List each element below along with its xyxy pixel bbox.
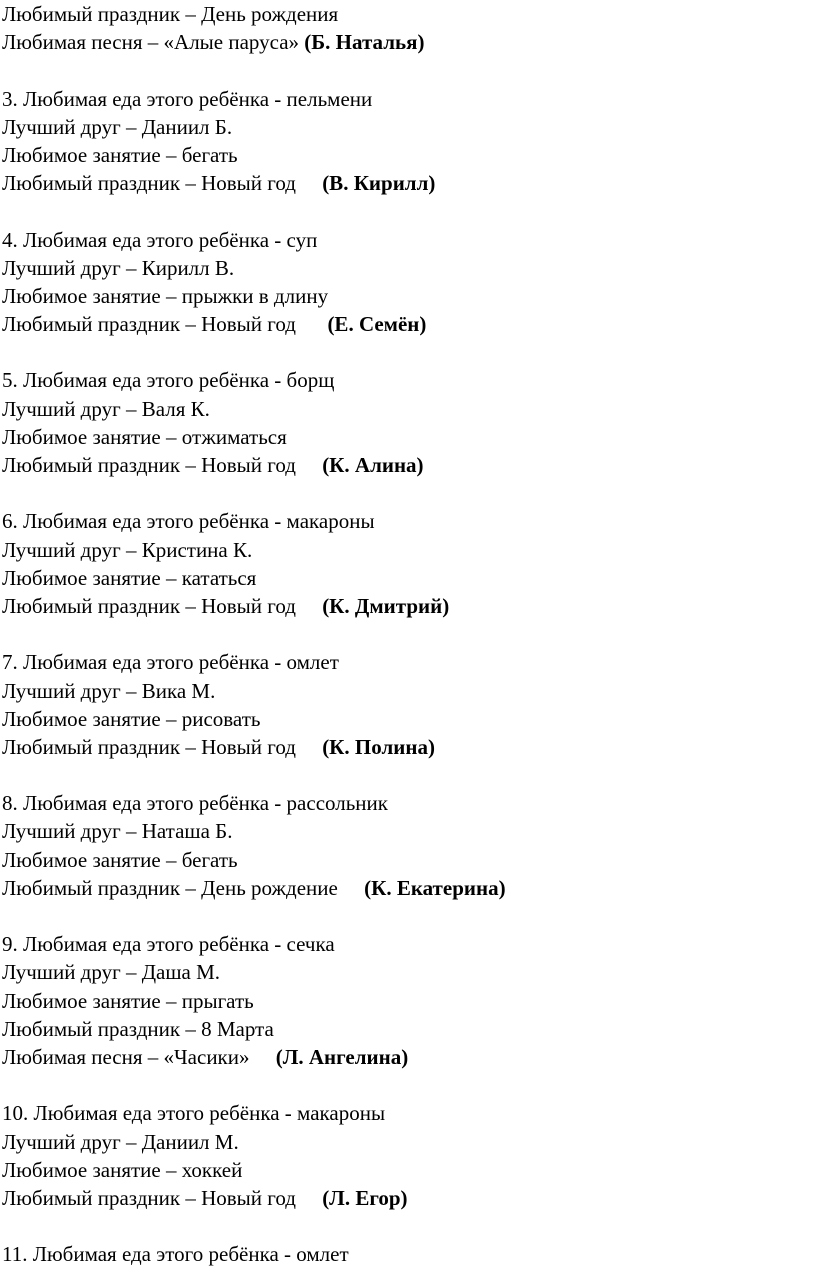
text-line: Лучший друг – Кристина К. (2, 537, 253, 562)
blank-line (2, 620, 812, 648)
text-line: Любимый праздник – Новый год (Е. Семён) (2, 312, 427, 337)
blank-line (2, 479, 812, 507)
text-line: Любимое занятие – хоккей (2, 1157, 243, 1182)
blank-line (2, 902, 812, 930)
blank-line (2, 338, 812, 366)
text-line: Лучший друг – Валя К. (2, 396, 210, 421)
text-line: 3. Любимая еда этого ребёнка - пельмени (2, 86, 373, 111)
child-name: (К. Дмитрий) (322, 593, 450, 618)
child-name: (В. Кирилл) (322, 171, 436, 196)
text-line: Любимый праздник – Новый год (Л. Егор) (2, 1185, 408, 1210)
text-line: Любимое занятие – кататься (2, 565, 257, 590)
blank-line (2, 761, 812, 789)
text-line: Любимая песня – «Алые паруса» (Б. Наталья) (2, 30, 425, 55)
text-line: Любимое занятие – прыгать (2, 988, 254, 1013)
child-name: (Л. Егор) (322, 1185, 408, 1210)
child-name: (К. Алина) (322, 453, 424, 477)
text-line: Любимое занятие – рисовать (2, 706, 261, 731)
text-line: Любимый праздник – День рождение (К. Екатерина) (2, 875, 506, 900)
text-line: Любимый праздник – 8 Марта (2, 1016, 274, 1041)
text-line: 4. Любимая еда этого ребёнка - суп (2, 227, 318, 252)
text-line: Лучший друг – Вика М. (2, 678, 216, 703)
document-body (2, 0, 812, 1268)
text-line: Любимое занятие – бегать (2, 847, 238, 872)
text-line: Лучший друг – Даниил Б. (2, 114, 233, 139)
text-line: Любимый праздник – Новый год (В. Кирилл) (2, 171, 436, 196)
text-line: Любимое занятие – отжиматься (2, 424, 287, 449)
child-name: (К. Екатерина) (364, 875, 506, 900)
text-line: Любимый праздник – День рождения (2, 2, 339, 26)
blank-line (2, 1071, 812, 1099)
text-line: Любимая песня – «Часики» (Л. Ангелина) (2, 1044, 409, 1069)
blank-line (2, 197, 812, 225)
text-line: Лучший друг – Даша М. (2, 960, 221, 985)
text-line: 6. Любимая еда этого ребёнка - макароны (2, 509, 375, 534)
text-line: Любимое занятие – бегать (2, 142, 238, 167)
text-line: Любимый праздник – Новый год (К. Алина) (2, 453, 424, 477)
text-line: 8. Любимая еда этого ребёнка - рассольник (2, 791, 388, 816)
text-line: Любимый праздник – Новый год (К. Дмитрий) (2, 593, 450, 618)
text-line: 10. Любимая еда этого ребёнка - макароны (2, 1101, 386, 1126)
text-line: Лучший друг – Даниил М. (2, 1129, 239, 1154)
text-line: Лучший друг – Кирилл В. (2, 255, 235, 280)
text-line: 7. Любимая еда этого ребёнка - омлет (2, 650, 339, 675)
blank-line (2, 1212, 812, 1240)
text-line: 9. Любимая еда этого ребёнка - сечка (2, 932, 335, 957)
text-line: 11. Любимая еда этого ребёнка - омлет (2, 1242, 349, 1267)
text-line: Лучший друг – Наташа Б. (2, 819, 233, 844)
blank-line (2, 56, 812, 84)
text-line: Любимый праздник – Новый год (К. Полина) (2, 734, 435, 759)
text-line: 5. Любимая еда этого ребёнка - борщ (2, 368, 335, 393)
child-name: (К. Полина) (322, 734, 435, 759)
child-name: (Е. Семён) (327, 312, 427, 337)
child-name: (Б. Наталья) (304, 30, 425, 55)
text-line: Любимое занятие – прыжки в длину (2, 283, 329, 308)
child-name: (Л. Ангелина) (275, 1044, 409, 1069)
